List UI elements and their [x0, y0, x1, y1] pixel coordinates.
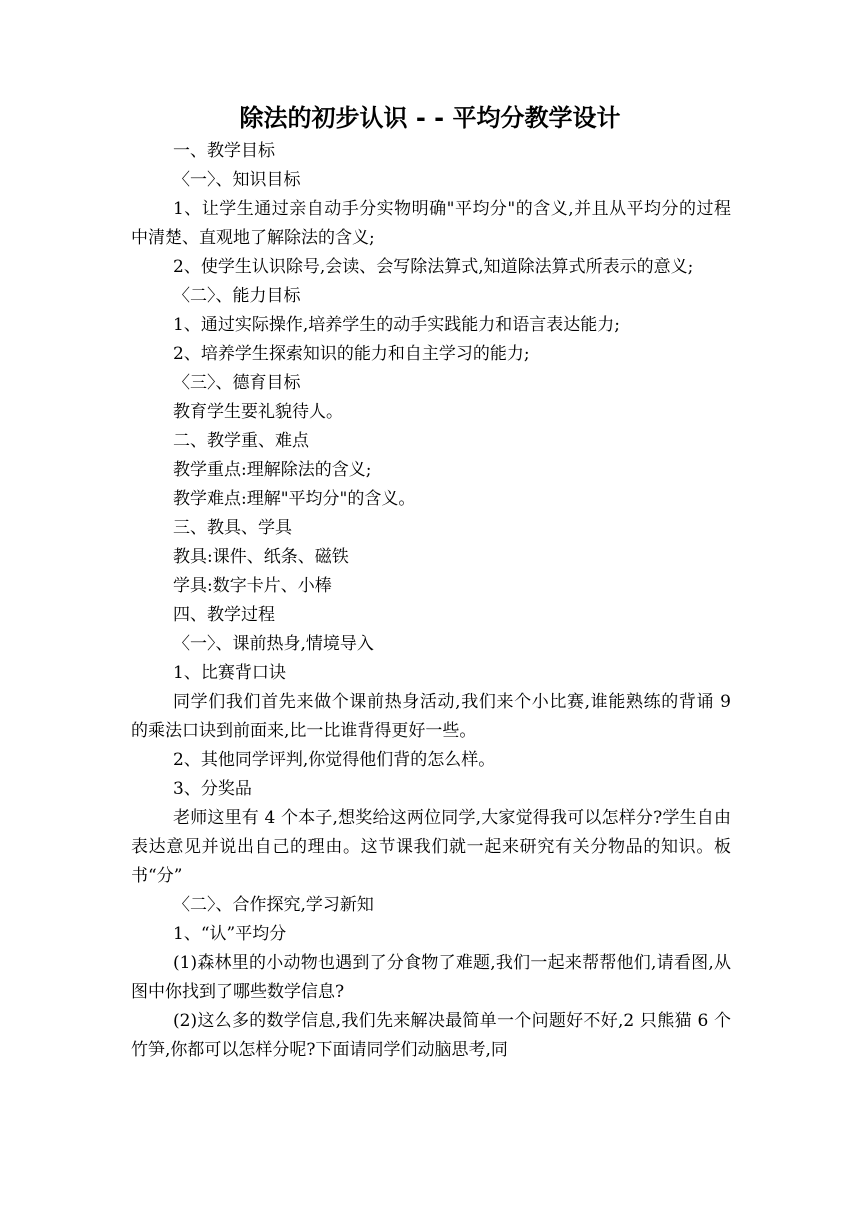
paragraph: (2)这么多的数学信息,我们先来解决最简单一个问题好不好,2 只熊猫 6 个竹笋,你都可以怎样分呢?下面请同学们动脑思考,同	[131, 1011, 731, 1060]
document-title: 除法的初步认识 - - 平均分教学设计	[239, 104, 621, 132]
subsection-heading-moral: 〈三〉、德育目标	[173, 373, 301, 393]
paragraph: 2、使学生认识除号,会读、会写除法算式,知道除法算式所表示的意义;	[173, 257, 694, 277]
subsection-heading-explore: 〈二〉、合作探究,学习新知	[173, 895, 374, 915]
section-heading-objectives: 一、教学目标	[173, 141, 275, 161]
section-heading-key-points: 二、教学重、难点	[173, 431, 309, 451]
paragraph: 同学们我们首先来做个课前热身活动,我们来个小比赛,谁能熟练的背诵 9 的乘法口诀到前面来,比一比谁背得更好一些。	[131, 692, 731, 741]
paragraph: 老师这里有 4 个本子,想奖给这两位同学,大家觉得我可以怎样分?学生自由表达意见并说出自己的理由。这节课我们就一起来研究有关分物品的知识。板书“分”	[131, 808, 731, 886]
text-line: 教学难点:理解"平均分"的含义。	[173, 489, 416, 509]
text-line: 教育学生要礼貌待人。	[173, 402, 343, 422]
text-line: 学具:数字卡片、小棒	[173, 576, 332, 596]
text-line: 教具:课件、纸条、磁铁	[173, 547, 349, 567]
section-heading-process: 四、教学过程	[173, 605, 275, 625]
paragraph: 1、让学生通过亲自动手分实物明确"平均分"的含义,并且从平均分的过程中清楚、直观地了解除法的含义;	[131, 199, 731, 248]
subsection-heading-warmup: 〈一〉、课前热身,情境导入	[173, 634, 374, 654]
text-line: 1、“认”平均分	[173, 924, 287, 944]
paragraph: (1)森林里的小动物也遇到了分食物了难题,我们一起来帮帮他们,请看图,从图中你找到了哪些数学信息?	[131, 953, 731, 1002]
document-body	[131, 137, 731, 1065]
text-line: 2、其他同学评判,你觉得他们背的怎么样。	[173, 750, 496, 770]
text-line: 1、比赛背口诀	[173, 663, 286, 683]
text-line: 3、分奖品	[173, 779, 252, 799]
subsection-heading-knowledge: 〈一〉、知识目标	[173, 170, 301, 190]
text-line: 教学重点:理解除法的含义;	[173, 460, 372, 480]
section-heading-tools: 三、教具、学具	[173, 518, 292, 538]
subsection-heading-ability: 〈二〉、能力目标	[173, 286, 301, 306]
text-line: 1、通过实际操作,培养学生的动手实践能力和语言表达能力;	[173, 315, 620, 335]
text-line: 2、培养学生探索知识的能力和自主学习的能力;	[173, 344, 530, 364]
